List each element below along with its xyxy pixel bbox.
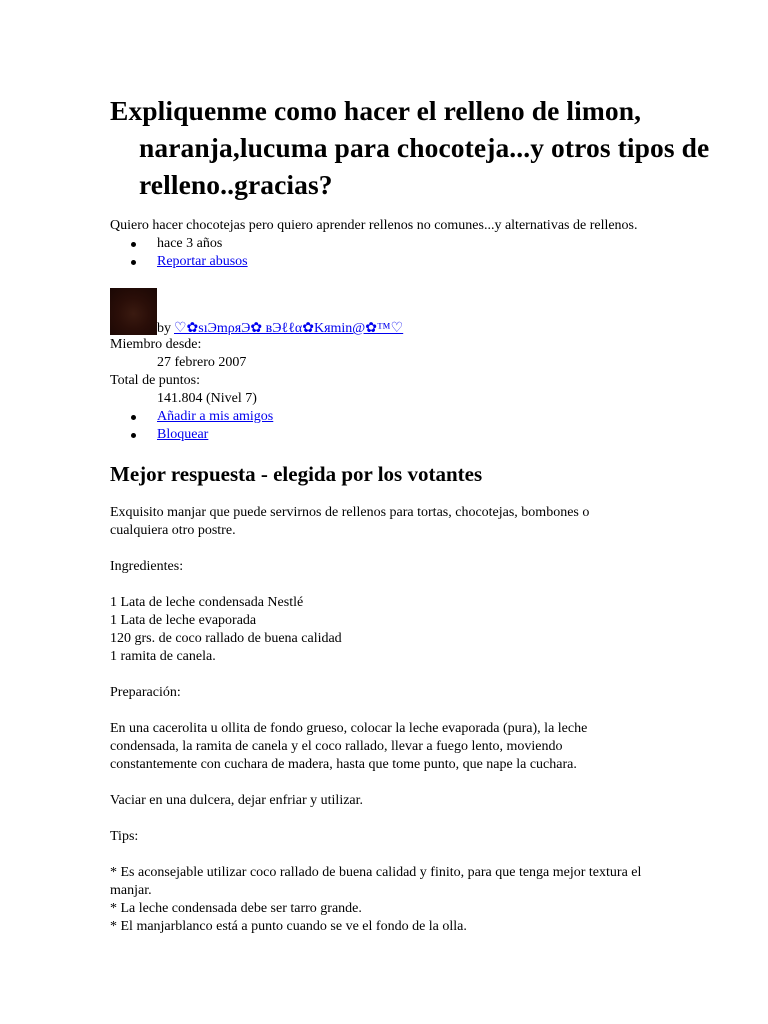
tips-list	[110, 864, 650, 936]
question-time-ago: hace 3 años	[157, 236, 223, 251]
tips-label: Tips:	[110, 829, 139, 844]
list-item	[110, 235, 750, 253]
list-item	[110, 253, 750, 271]
author-name-link[interactable]: ♡✿sıЭmρяЭ✿ вЭℓℓα✿Kяmin@✿™♡	[174, 321, 404, 336]
by-label: by	[157, 321, 171, 336]
tip-item: * Es aconsejable utilizar coco rallado de buena calidad y finito, para que tenga mejor textura el manjar.	[110, 865, 642, 898]
bullet-icon	[131, 260, 136, 265]
points-value: 141.804 (Nivel 7)	[157, 391, 257, 406]
member-since-value: 27 febrero 2007	[157, 355, 247, 370]
serving-text: Vaciar en una dulcera, dejar enfriar y utilizar.	[110, 793, 364, 808]
bullet-icon	[131, 415, 136, 420]
points-label: Total de puntos:	[110, 373, 201, 388]
member-since-label: Miembro desde:	[110, 337, 202, 352]
question-title: Expliquenme como hacer el relleno de limon, naranja,lucuma para chocoteja...y otros tipos de relleno..gracias?	[110, 95, 710, 200]
ingredient-item: 1 Lata de leche evaporada	[110, 613, 257, 628]
tip-item: * La leche condensada debe ser tarro grande.	[110, 901, 362, 916]
block-user-link[interactable]: Bloquear	[157, 427, 209, 442]
ingredient-item: 120 grs. de coco rallado de buena calidad	[110, 631, 342, 646]
ingredients-list	[110, 594, 650, 666]
answer-intro: Exquisito manjar que puede servirnos de rellenos para tortas, chocotejas, bombones o cualquiera otro postre.	[110, 505, 590, 538]
list-item	[110, 408, 750, 426]
best-answer-body	[110, 504, 750, 936]
bullet-icon	[131, 433, 136, 438]
question-meta-list	[110, 235, 750, 271]
tip-item: * El manjarblanco está a punto cuando se ve el fondo de la olla.	[110, 919, 467, 934]
report-abuse-link[interactable]: Reportar abusos	[157, 254, 248, 269]
question-description: Quiero hacer chocotejas pero quiero aprender rellenos no comunes...y alternativas de rellenos.	[110, 218, 638, 233]
author-line	[157, 320, 403, 338]
ingredient-item: 1 ramita de canela.	[110, 649, 216, 664]
author-meta	[110, 336, 750, 408]
add-friend-link[interactable]: Añadir a mis amigos	[157, 409, 274, 424]
ingredients-label: Ingredientes:	[110, 559, 184, 574]
avatar[interactable]	[110, 288, 157, 335]
best-answer-heading: Mejor respuesta - elegida por los votantes	[110, 462, 483, 486]
question-page	[110, 92, 750, 954]
author-actions-list	[110, 408, 750, 444]
author-row	[110, 288, 750, 336]
preparation-label: Preparación:	[110, 685, 181, 700]
ingredient-item: 1 Lata de leche condensada Nestlé	[110, 595, 304, 610]
bullet-icon	[131, 242, 136, 247]
list-item	[110, 426, 750, 444]
preparation-text: En una cacerolita u ollita de fondo grueso, colocar la leche evaporada (pura), la leche condensada, la ramita de canela y el coco rallado, llevar a fuego lento, moviendo constantemente con cuchara de madera, hasta que tome punto, que nape la cuchara.	[110, 721, 588, 772]
